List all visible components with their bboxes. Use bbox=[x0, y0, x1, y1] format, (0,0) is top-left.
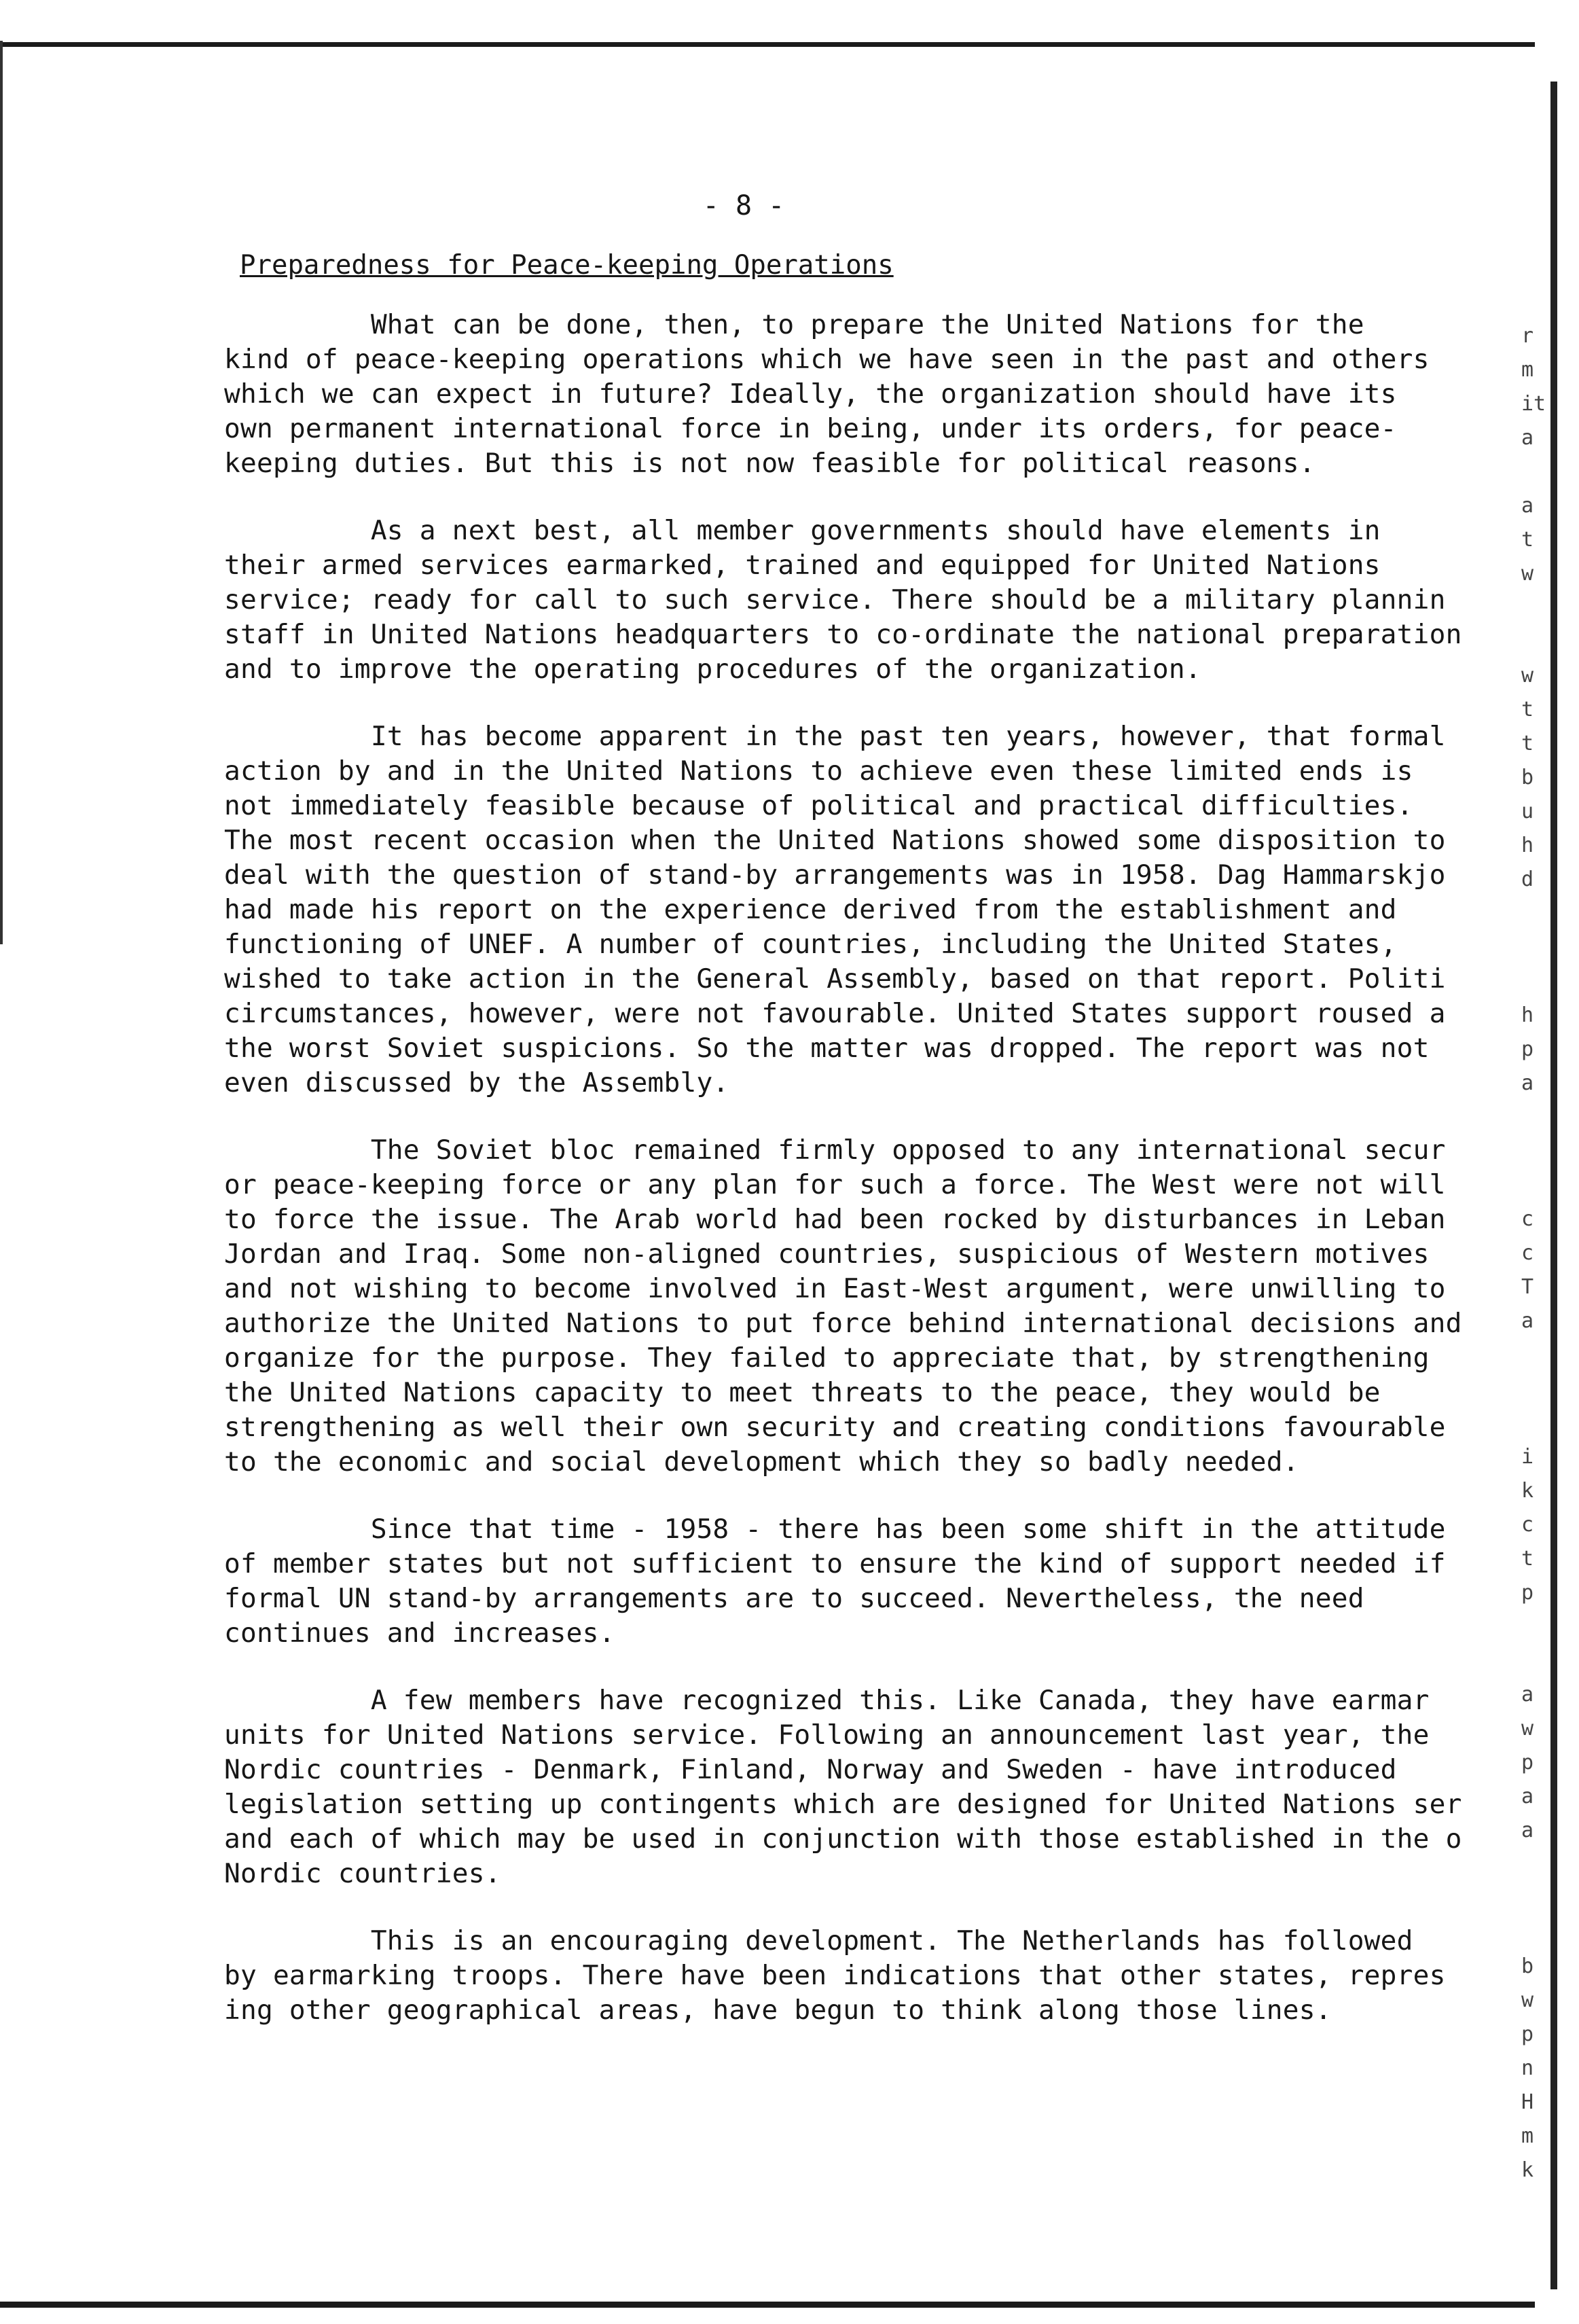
text-line: kind of peace-keeping operations which we have seen in the past and others bbox=[224, 344, 1430, 375]
text-line: or peace-keeping force or any plan for such a force. The West were not will bbox=[224, 1169, 1446, 1200]
paragraph bbox=[224, 1683, 1535, 1891]
edge-fragment: h bbox=[1521, 834, 1534, 857]
edge-fragment: i bbox=[1521, 1445, 1534, 1469]
edge-fragment: a bbox=[1521, 494, 1534, 518]
paragraph bbox=[224, 1924, 1535, 2028]
edge-fragment: t bbox=[1521, 528, 1534, 552]
edge-fragment: b bbox=[1521, 1954, 1534, 1978]
text-line: wished to take action in the General Assembly, based on that report. Politi bbox=[224, 963, 1446, 995]
edge-fragment: a bbox=[1521, 1309, 1534, 1333]
text-line: organize for the purpose. They failed to appreciate that, by strengthening bbox=[224, 1342, 1430, 1374]
edge-fragment: w bbox=[1521, 562, 1534, 586]
edge-fragment: a bbox=[1521, 1785, 1534, 1808]
edge-fragment: T bbox=[1521, 1275, 1534, 1299]
text-line: It has become apparent in the past ten years, however, that formal bbox=[224, 721, 1446, 752]
document-page bbox=[224, 190, 1535, 2060]
edge-fragment: a bbox=[1521, 426, 1534, 450]
edge-fragment: t bbox=[1521, 698, 1534, 721]
edge-fragment: t bbox=[1521, 732, 1534, 755]
edge-fragment: k bbox=[1521, 2158, 1534, 2182]
edge-fragment: a bbox=[1521, 1683, 1534, 1706]
text-line: the worst Soviet suspicions. So the matter was dropped. The report was not bbox=[224, 1033, 1430, 1064]
text-line: the United Nations capacity to meet threats to the peace, they would be bbox=[224, 1377, 1381, 1408]
text-line: ing other geographical areas, have begun to think along those lines. bbox=[224, 1995, 1332, 2026]
text-line: units for United Nations service. Following an announcement last year, the bbox=[224, 1719, 1430, 1751]
paragraph bbox=[224, 1133, 1535, 1480]
text-line: legislation setting up contingents which are designed for United Nations ser bbox=[224, 1789, 1462, 1820]
text-line: even discussed by the Assembly. bbox=[224, 1067, 729, 1098]
text-line: deal with the question of stand-by arrangements was in 1958. Dag Hammarskjo bbox=[224, 859, 1446, 891]
edge-fragment: a bbox=[1521, 1071, 1534, 1095]
edge-fragment: t bbox=[1521, 1547, 1534, 1571]
text-line: their armed services earmarked, trained and equipped for United Nations bbox=[224, 550, 1381, 581]
text-line: which we can expect in future? Ideally, the organization should have its bbox=[224, 378, 1397, 410]
text-line: strengthening as well their own security and creating conditions favourable bbox=[224, 1412, 1446, 1443]
body-text bbox=[224, 308, 1535, 2028]
edge-fragment: p bbox=[1521, 1751, 1534, 1774]
text-line: This is an encouraging development. The Netherlands has followed bbox=[224, 1925, 1413, 1956]
paragraph bbox=[224, 719, 1535, 1101]
edge-fragment: a bbox=[1521, 1819, 1534, 1842]
text-line: circumstances, however, were not favourable. United States support roused a bbox=[224, 998, 1446, 1029]
text-line: and each of which may be used in conjunction with those established in the o bbox=[224, 1823, 1462, 1855]
text-line: staff in United Nations headquarters to co-ordinate the national preparation bbox=[224, 619, 1462, 650]
text-line: functioning of UNEF. A number of countries, including the United States, bbox=[224, 929, 1397, 960]
edge-fragment: c bbox=[1521, 1513, 1534, 1537]
paragraph bbox=[224, 308, 1535, 481]
text-line: As a next best, all member governments should have elements in bbox=[224, 515, 1381, 546]
top-page-rule bbox=[0, 42, 1535, 47]
text-line: A few members have recognized this. Like Canada, they have earmar bbox=[224, 1685, 1430, 1716]
edge-fragment: m bbox=[1521, 358, 1534, 382]
edge-fragment: p bbox=[1521, 2022, 1534, 2046]
edge-fragment: c bbox=[1521, 1241, 1534, 1265]
text-line: Jordan and Iraq. Some non-aligned countries, suspicious of Western motives bbox=[224, 1238, 1430, 1270]
paragraph bbox=[224, 514, 1535, 687]
text-line: service; ready for call to such service. There should be a military plannin bbox=[224, 584, 1446, 615]
text-line: Nordic countries. bbox=[224, 1858, 501, 1889]
edge-fragment: it bbox=[1521, 392, 1546, 416]
text-line: and to improve the operating procedures of the organization. bbox=[224, 654, 1201, 685]
edge-fragment: k bbox=[1521, 1479, 1534, 1503]
bottom-page-rule bbox=[0, 2302, 1535, 2308]
edge-fragment: p bbox=[1521, 1037, 1534, 1061]
edge-fragment: w bbox=[1521, 1717, 1534, 1740]
text-line: and not wishing to become involved in East-West argument, were unwilling to bbox=[224, 1273, 1446, 1304]
text-line: own permanent international force in being, under its orders, for peace- bbox=[224, 413, 1397, 444]
text-line: The Soviet bloc remained firmly opposed to any international secur bbox=[224, 1134, 1446, 1166]
text-line: to force the issue. The Arab world had been rocked by disturbances in Leban bbox=[224, 1204, 1446, 1235]
page-number: - 8 - bbox=[702, 190, 785, 221]
edge-fragment: c bbox=[1521, 1207, 1534, 1231]
edge-fragment: w bbox=[1521, 1988, 1534, 2012]
left-scan-edge bbox=[0, 41, 3, 944]
text-line: not immediately feasible because of political and practical difficulties. bbox=[224, 790, 1413, 821]
edge-fragment: u bbox=[1521, 800, 1534, 823]
edge-fragment: h bbox=[1521, 1003, 1534, 1027]
text-line: What can be done, then, to prepare the United Nations for the bbox=[224, 309, 1364, 340]
edge-fragment: b bbox=[1521, 766, 1534, 789]
text-line: Since that time - 1958 - there has been some shift in the attitude bbox=[224, 1514, 1446, 1545]
text-line: by earmarking troops. There have been indications that other states, repres bbox=[224, 1960, 1446, 1991]
text-line: keeping duties. But this is not now feasible for political reasons. bbox=[224, 448, 1315, 479]
edge-fragment: r bbox=[1521, 324, 1534, 348]
edge-fragment: d bbox=[1521, 868, 1534, 891]
edge-fragment: p bbox=[1521, 1581, 1534, 1605]
text-line: had made his report on the experience derived from the establishment and bbox=[224, 894, 1397, 925]
text-line: continues and increases. bbox=[224, 1617, 615, 1649]
text-line: Nordic countries - Denmark, Finland, Norway and Sweden - have introduced bbox=[224, 1754, 1397, 1785]
text-line: to the economic and social development which they so badly needed. bbox=[224, 1446, 1299, 1478]
edge-fragment: w bbox=[1521, 664, 1534, 687]
text-line: formal UN stand-by arrangements are to succeed. Nevertheless, the need bbox=[224, 1583, 1364, 1614]
section-heading: Preparedness for Peace-keeping Operations bbox=[240, 250, 894, 281]
paragraph bbox=[224, 1512, 1535, 1651]
text-line: of member states but not sufficient to ensure the kind of support needed if bbox=[224, 1548, 1446, 1579]
edge-fragment: m bbox=[1521, 2124, 1534, 2148]
text-line: The most recent occasion when the United Nations showed some disposition to bbox=[224, 825, 1446, 856]
text-line: authorize the United Nations to put force behind international decisions and bbox=[224, 1308, 1462, 1339]
edge-fragment: n bbox=[1521, 2056, 1534, 2080]
edge-fragment: H bbox=[1521, 2090, 1534, 2114]
text-line: action by and in the United Nations to achieve even these limited ends is bbox=[224, 755, 1413, 787]
